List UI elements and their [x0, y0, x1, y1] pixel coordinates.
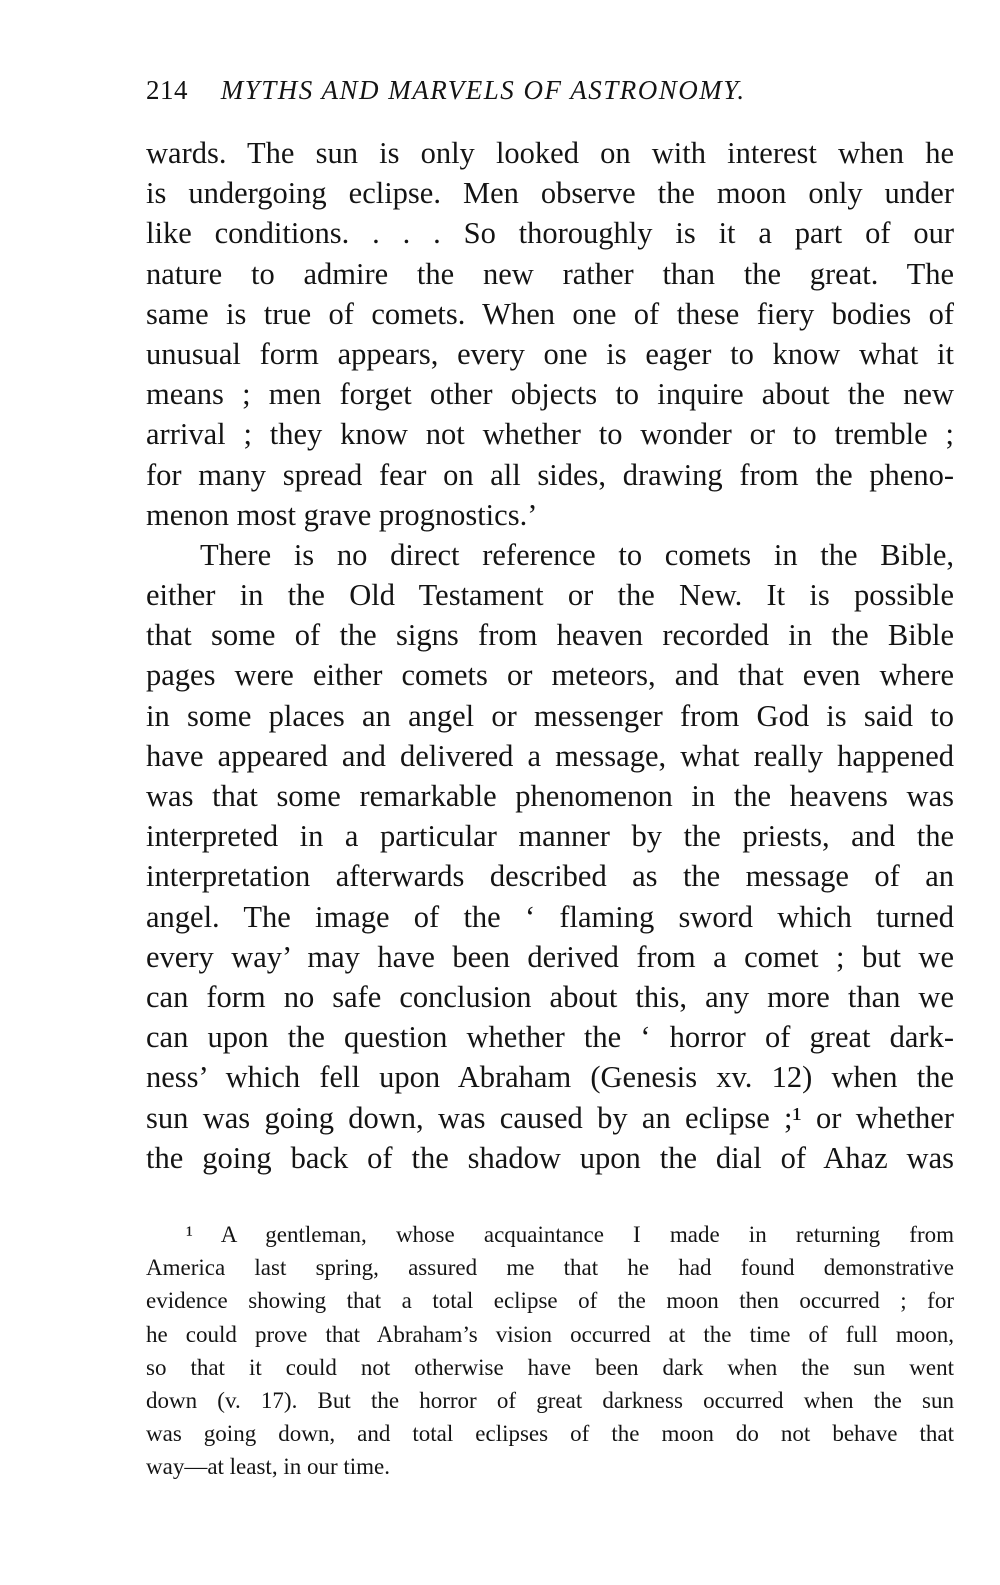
footnote — [146, 1218, 954, 1484]
body-text — [146, 133, 954, 1178]
text-line: can form no safe conclusion about this, any more than we — [146, 979, 954, 1014]
running-head — [146, 72, 866, 108]
text-line: wards. The sun is only looked on with interest when he — [146, 136, 954, 170]
text-line: the going back of the shadow upon the dial of Ahaz was — [146, 1140, 954, 1175]
text-line: is undergoing eclipse. Men observe the moon only under — [146, 176, 954, 211]
footnote-line: America last spring, assured me that he had found demonstrative — [146, 1255, 954, 1281]
text-line: sun was going down, was caused by an eclipse ;¹ or whether — [146, 1100, 954, 1135]
text-line: that some of the signs from heaven recorded in the Bible — [146, 618, 954, 653]
text-line: interpretation afterwards described as the message of an — [146, 859, 954, 894]
paragraph-end-line: menon most grave prognostics.’ — [146, 497, 538, 532]
footnote-line: he could prove that Abraham’s vision occurred at the time of full moon, — [146, 1321, 954, 1347]
footnote-line: ¹ A gentleman, whose acquaintance I made in returning from — [186, 1222, 954, 1247]
footnote-line: down (v. 17). But the horror of great darkness occurred when the sun — [146, 1387, 954, 1413]
text-line: like conditions. . . . So thoroughly is it a part of our — [146, 216, 954, 251]
text-line: can upon the question whether the ‘ horror of great dark- — [146, 1020, 954, 1055]
text-line: nature to admire the new rather than the great. The — [146, 256, 954, 291]
footnote-line: evidence showing that a total eclipse of the moon then occurred ; for — [146, 1288, 954, 1314]
footnote-line: was going down, and total eclipses of the moon do not behave that — [146, 1421, 954, 1447]
text-line: in some places an angel or messenger from God is said to — [146, 698, 954, 733]
text-line: interpreted in a particular manner by the priests, and the — [146, 819, 954, 854]
text-line: unusual form appears, every one is eager to know what it — [146, 336, 954, 371]
page-number: 214 — [146, 75, 188, 105]
text-line: either in the Old Testament or the New. It is possible — [146, 578, 954, 613]
text-line: ness’ which fell upon Abraham (Genesis xv. 12) when the — [146, 1060, 954, 1095]
text-line: means ; men forget other objects to inquire about the new — [146, 377, 954, 412]
text-line: same is true of comets. When one of these fiery bodies of — [146, 296, 954, 331]
text-line: every way’ may have been derived from a comet ; but we — [146, 939, 954, 974]
text-line: was that some remarkable phenomenon in the heavens was — [146, 779, 954, 813]
footnote-line: way—at least, in our time. — [146, 1454, 390, 1480]
paragraph-start-line: There is no direct reference to comets in the Bible, — [200, 537, 954, 572]
text-line: angel. The image of the ‘ flaming sword which turned — [146, 899, 954, 934]
footnote-line: so that it could not otherwise have been dark when the sun went — [146, 1354, 954, 1380]
text-line: for many spread fear on all sides, drawing from the pheno- — [146, 457, 954, 492]
text-line: have appeared and delivered a message, what really happened — [146, 738, 954, 773]
text-line: pages were either comets or meteors, and that even where — [146, 658, 954, 693]
text-line: arrival ; they know not whether to wonder or to tremble ; — [146, 417, 954, 452]
running-title: MYTHS AND MARVELS OF ASTRONOMY. — [220, 75, 746, 105]
